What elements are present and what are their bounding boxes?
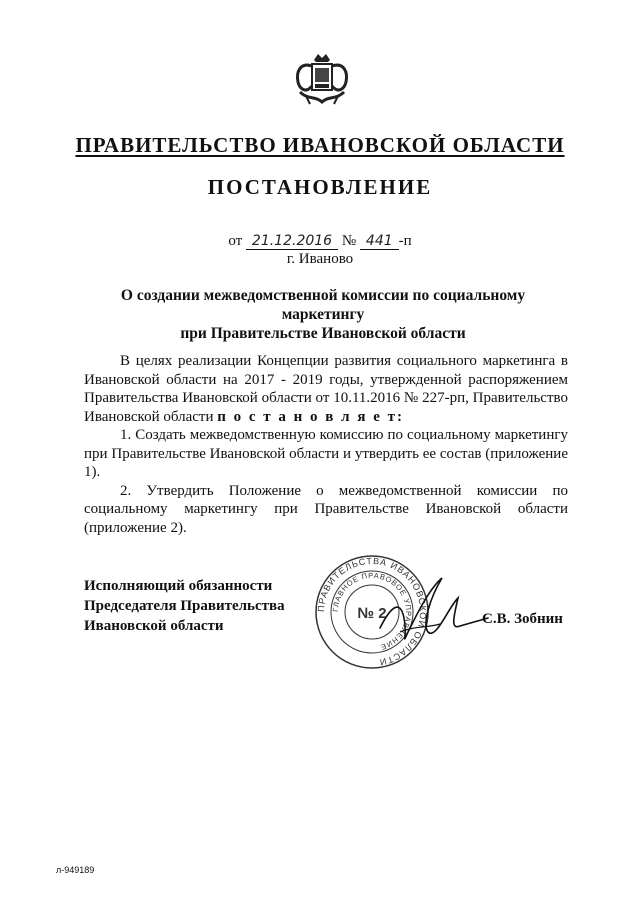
subject-line-2: при Правительстве Ивановской области <box>180 325 466 342</box>
document-number: 441 <box>360 233 399 250</box>
document-type-title: ПОСТАНОВЛЕНИЕ <box>207 175 433 199</box>
coat-of-arms-emblem <box>292 52 352 112</box>
body-item-1: 1. Создать межведомственную комиссию по социальному маркетингу при Правительстве Ивановской области и утвердить ее состав (приложение 1). <box>84 427 568 480</box>
number-suffix: -п <box>398 233 412 249</box>
handwritten-signature <box>370 568 490 658</box>
body-intro: В целях реализации Концепции развития социального маркетинга в Ивановской области на 2017 - 2019 годы, утвержденной распоряжением Правительства Ивановской области от 10.11.2016 № 227-рп, Правительство Ивановской области <box>84 353 568 425</box>
signer-position-line-2: Председателя Правительства <box>84 598 285 614</box>
subject-line-1: О создании межведомственной комиссии по социальному маркетингу <box>120 287 526 323</box>
stamp-number: № 2 <box>357 605 387 622</box>
date-prefix: от <box>228 233 243 249</box>
document-date: 21.12.2016 <box>246 233 338 250</box>
document-subject <box>78 286 568 343</box>
government-title: ПРАВИТЕЛЬСТВО ИВАНОВСКОЙ ОБЛАСТИ <box>75 133 565 157</box>
date-number-line <box>0 233 640 250</box>
body-item-2: 2. Утвердить Положение о межведомственной комиссии по социальному маркетингу при Правительстве Ивановской области (приложение 2). <box>84 482 568 536</box>
signer-name: С.В. Зобнин <box>482 611 563 627</box>
city-line: г. Иваново <box>286 251 354 267</box>
stamp-inner-text: ГЛАВНОЕ ПРАВОВОЕ УПРАВЛЕНИЕ <box>330 570 414 652</box>
footer-code: л-949189 <box>56 865 95 875</box>
body-intro-paragraph <box>84 352 568 426</box>
document-body <box>84 352 568 537</box>
resolves-word: п о с т а н о в л я е т: <box>217 408 404 425</box>
number-prefix: № <box>341 233 357 249</box>
stamp-outer-text: ПРАВИТЕЛЬСТВА ИВАНОВСКОЙ ОБЛАСТИ <box>315 555 429 668</box>
signer-position <box>84 576 285 636</box>
signer-position-line-3: Ивановской области <box>84 618 224 634</box>
signer-position-line-1: Исполняющий обязанности <box>84 578 273 594</box>
